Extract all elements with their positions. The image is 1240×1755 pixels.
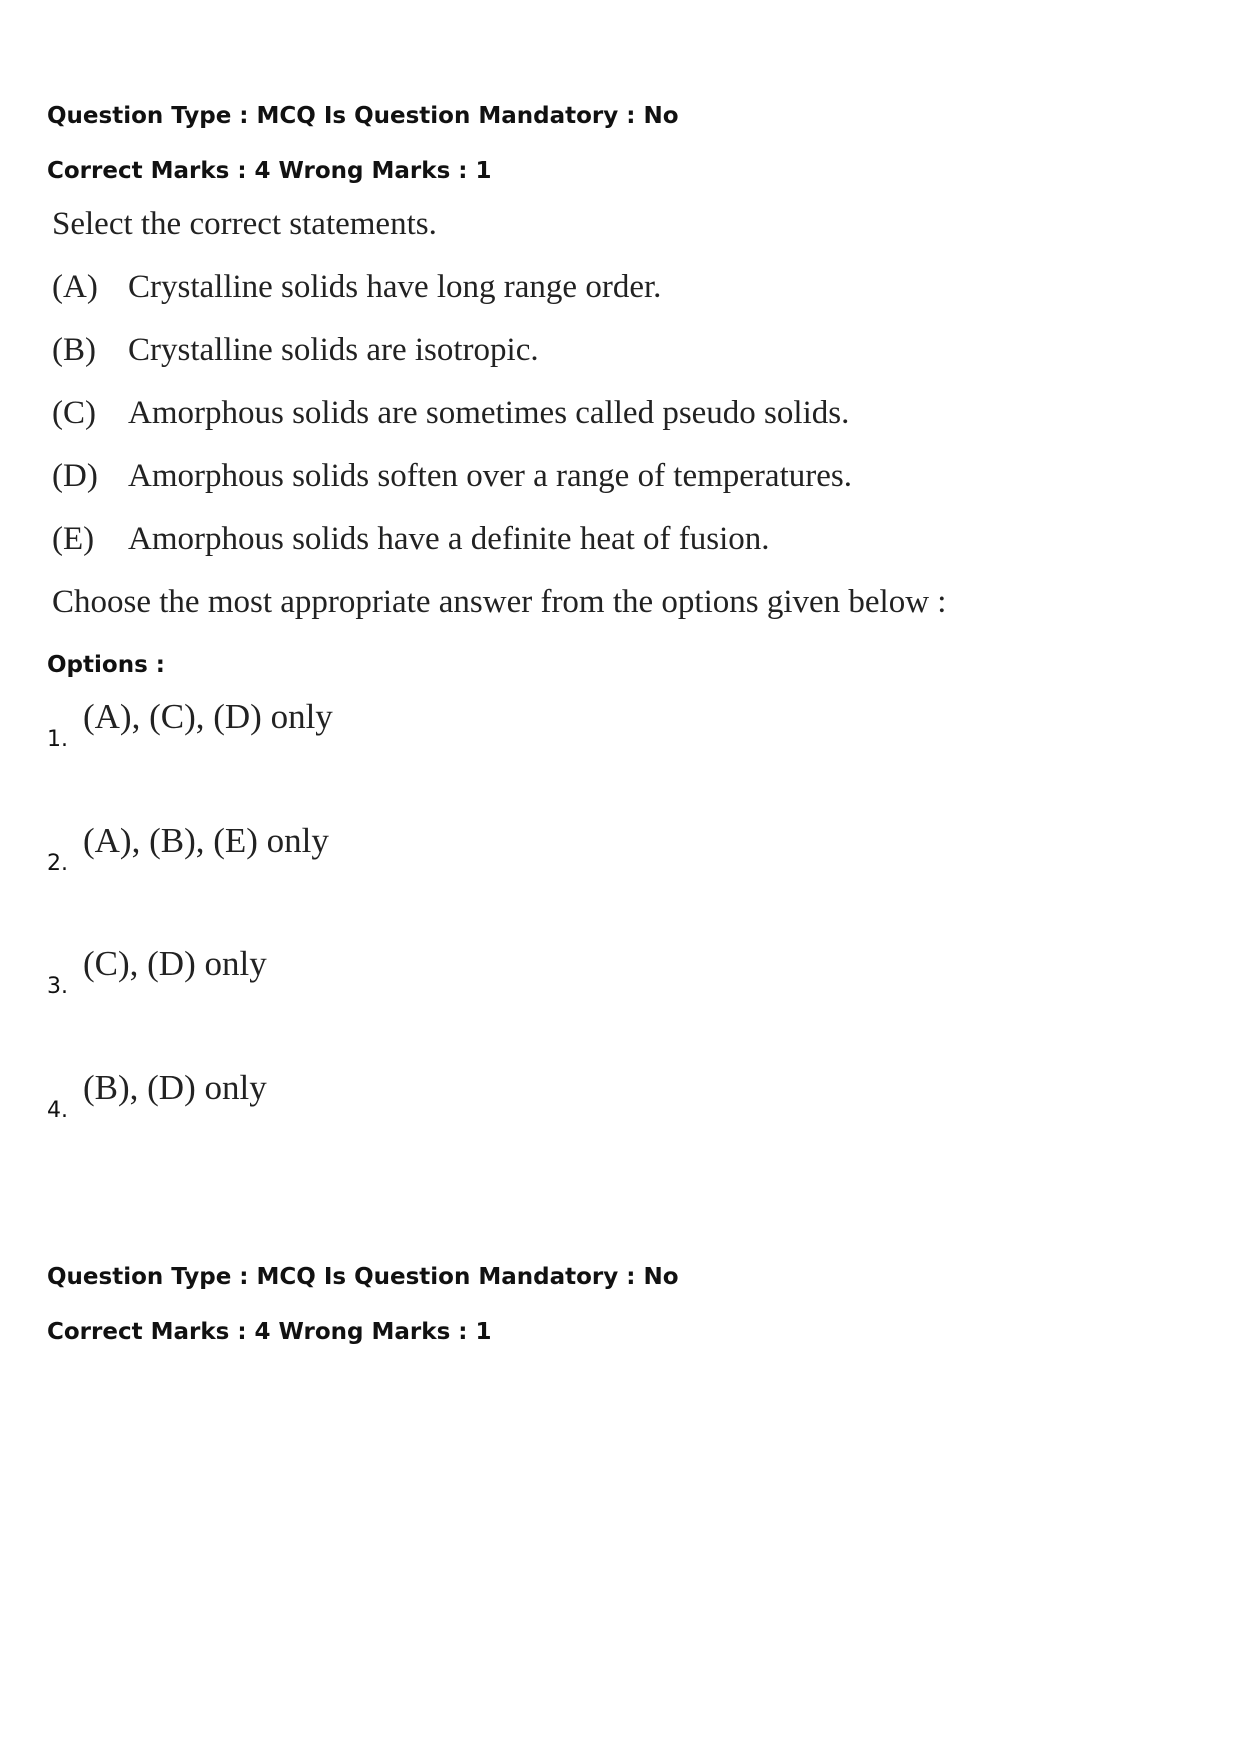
answer-instruction: Choose the most appropriate answer from the options given below : — [52, 584, 947, 620]
option-number: 2. — [47, 851, 68, 876]
marks-line: Correct Marks : 4 Wrong Marks : 1 — [47, 1319, 492, 1345]
option-number: 1. — [47, 727, 68, 752]
marks-line: Correct Marks : 4 Wrong Marks : 1 — [47, 158, 492, 184]
statement-label: (E) — [52, 521, 95, 557]
option-text: (C), (D) only — [83, 944, 267, 983]
statement-label: (A) — [52, 269, 98, 305]
option-number: 3. — [47, 974, 68, 999]
statement-label: (B) — [52, 332, 96, 368]
option-text: (A), (B), (E) only — [83, 821, 329, 860]
options-heading: Options : — [47, 652, 165, 678]
statement-text: Amorphous solids have a definite heat of fusion. — [128, 521, 770, 557]
option-text: (B), (D) only — [83, 1068, 267, 1107]
statement-text: Amorphous solids are sometimes called pseudo solids. — [128, 395, 850, 431]
option-text: (A), (C), (D) only — [83, 697, 333, 736]
statement-text: Crystalline solids have long range order. — [128, 269, 662, 305]
statement-label: (C) — [52, 395, 96, 431]
question-type-line: Question Type : MCQ Is Question Mandatory : No — [47, 103, 679, 129]
option-number: 4. — [47, 1098, 68, 1123]
question-stem: Select the correct statements. — [52, 206, 437, 242]
statement-text: Amorphous solids soften over a range of temperatures. — [128, 458, 852, 494]
statement-label: (D) — [52, 458, 98, 494]
question-type-line: Question Type : MCQ Is Question Mandatory : No — [47, 1264, 679, 1290]
statement-text: Crystalline solids are isotropic. — [128, 332, 539, 368]
